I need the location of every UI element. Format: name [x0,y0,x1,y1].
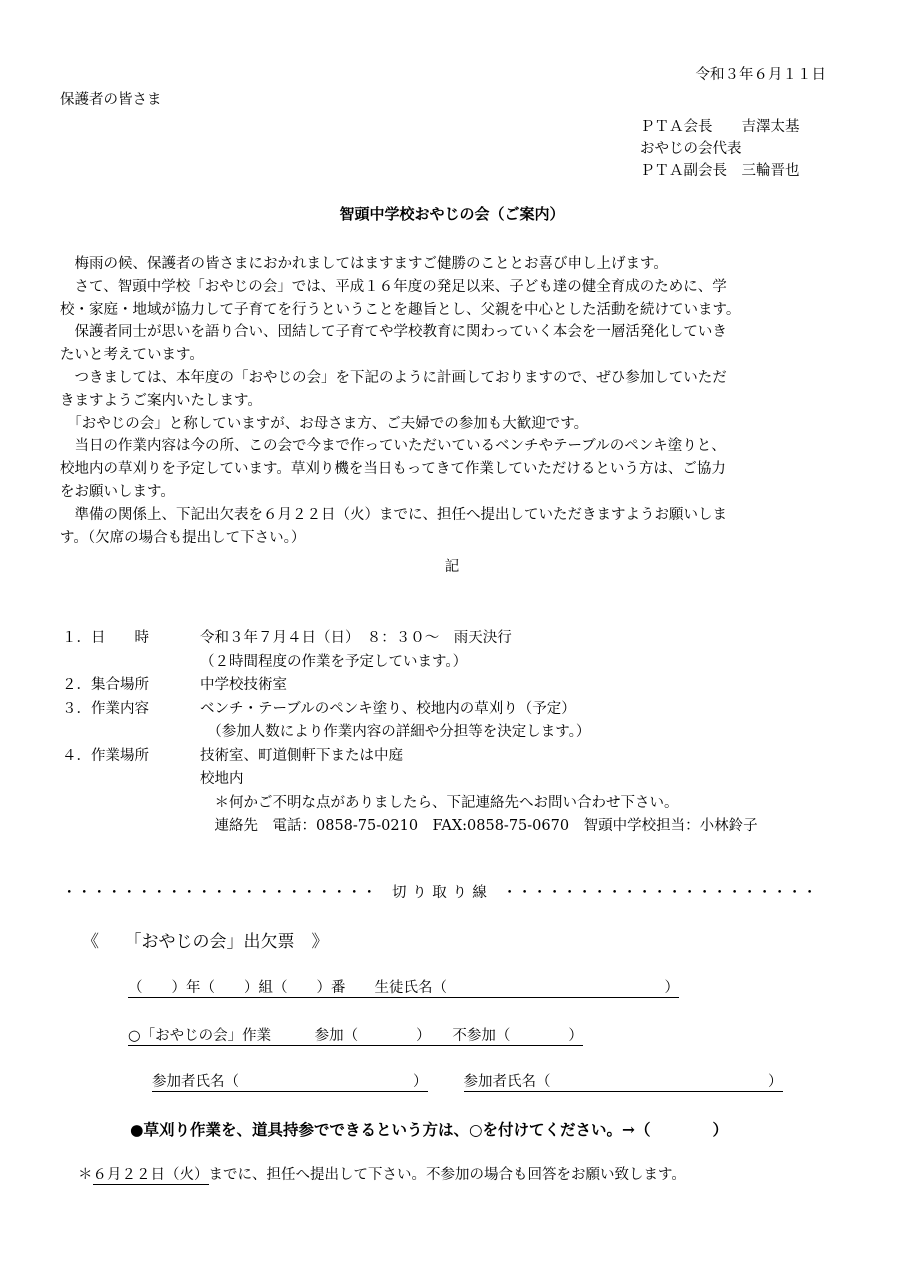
student-info-field[interactable] [128,981,679,996]
detail-value: ベンチ・テーブルのペンキ塗り、校地内の草刈り（予定） [200,700,576,717]
sender-block [640,116,800,182]
detail-row [62,698,758,722]
event-details [62,627,758,839]
detail-label: ３．作業内容 [62,700,149,717]
detail-row [62,651,758,675]
detail-value: （参加人数により作業内容の詳細や分担等を決定します。） [200,724,591,740]
body-line: つきましては、本年度の「おやじの会」を下記のように計画しておりますので、ぜひ参加していただ [60,369,727,386]
detail-value: ＊何かご不明な点がありましたら、下記連絡先へお問い合わせ下さい。 [200,794,679,811]
sender-line: ＰＴＡ会長 吉澤太基 [640,119,800,135]
detail-label: ４．作業場所 [62,747,149,764]
detail-value: 技術室、町道側軒下または中庭 [200,747,403,764]
body-line: 梅雨の候、保護者の皆さまにおかれましてはますますご健勝のこととお喜び申し上げます。 [60,256,668,272]
detail-label [62,792,200,816]
document-title: 智頭中学校おやじの会（ご案内） [339,205,565,223]
detail-row [62,721,758,745]
detail-label [62,721,200,745]
detail-value: 連絡先 電話：0858-75-0210 FAX:0858-75-0670 智頭中学校担当：小林鈴子 [200,818,758,834]
detail-label: ２．集合場所 [62,677,149,693]
detail-row [62,627,758,651]
sender-line: ＰＴＡ副会長 三輪晋也 [640,163,800,179]
body-line: さて、智頭中学校「おやじの会」では、平成１６年度の発足以来、子ども達の健全育成のために、学 [60,278,727,295]
letter-body [60,253,850,549]
body-line: たいと考えています。 [60,347,204,364]
deadline-date: ６月２２日（火） [92,1167,209,1183]
body-line: す。（欠席の場合も提出して下さい。） [60,529,306,546]
salutation: 保護者の皆さま [60,92,162,108]
body-line: きますようご案内いたします。 [60,392,262,409]
body-line: 準備の関係上、下記出欠表を６月２２日（火）までに、担任へ提出していただきますようお願いしま [60,506,727,523]
detail-row [62,815,758,839]
body-line: 保護者同士が思いを語り合い、団結して子育てや学校教育に関わっていく本会を一層活発化していき [60,324,727,341]
participation-field[interactable] [128,1029,583,1044]
footer-text: までに、担任へ提出して下さい。不参加の場合も回答をお願い致します。 [208,1167,686,1183]
student-info-label: （ ）年（ ）組（ ）番 生徒氏名（ ） [128,980,679,996]
submission-note [78,1168,686,1183]
detail-label [62,768,200,792]
detail-row [62,792,758,816]
footer-prefix: ＊ [78,1167,93,1183]
body-line: 校・家庭・地域が協力して子育てを行うということを趣旨とし、父親を中心とした活動を続けています。 [60,301,741,318]
body-line: をお願いします。 [60,483,175,500]
detail-value: 中学校技術室 [200,677,287,693]
participation-label: ○「おやじの会」作業 参加（ ） 不参加（ ） [128,1028,583,1044]
mower-check-field[interactable]: ●草刈り作業を、道具持参でできるという方は、○を付けてください。→（ ） [130,1120,729,1139]
participant-name-fields [152,1075,783,1090]
cut-line: ・・・・・・・・・・・・・・・・・・・・・ 切 り 取 り 線 ・・・・・・・・・・・・・・・・・・・・・ [62,885,818,901]
detail-value: （２時間程度の作業を予定しています。） [200,653,468,670]
letter-date: 令和３年６月１１日 [695,67,826,83]
body-line: 当日の作業内容は今の所、この会で今まで作っていただいているベンチやテーブルのペンキ塗りと、 [60,438,726,455]
sender-line: おやじの会代表 [640,141,742,157]
participant-name-field[interactable]: 参加者氏名（ ） [152,1074,428,1090]
detail-row [62,745,758,769]
ki-heading: 記 [444,559,460,575]
detail-row [62,674,758,698]
detail-row [62,768,758,792]
detail-label [62,815,200,839]
detail-value: 令和３年７月４日（日） ８：３０～ 雨天決行 [200,630,512,646]
detail-value: 校地内 [200,771,244,787]
body-line: 校地内の草刈りを予定しています。草刈り機を当日もってきて作業していただけるという方は、ご協力 [60,461,726,478]
detail-label: １．日 時 [62,630,149,646]
body-line: 「おやじの会」と称していますが、お母さま方、ご夫婦での参加も大歓迎です。 [60,415,589,432]
participant-name-field[interactable]: 参加者氏名（ ） [463,1074,783,1090]
detail-label [62,651,200,675]
attendance-form-title: 《 「おやじの会」出欠票 》 [82,932,329,952]
